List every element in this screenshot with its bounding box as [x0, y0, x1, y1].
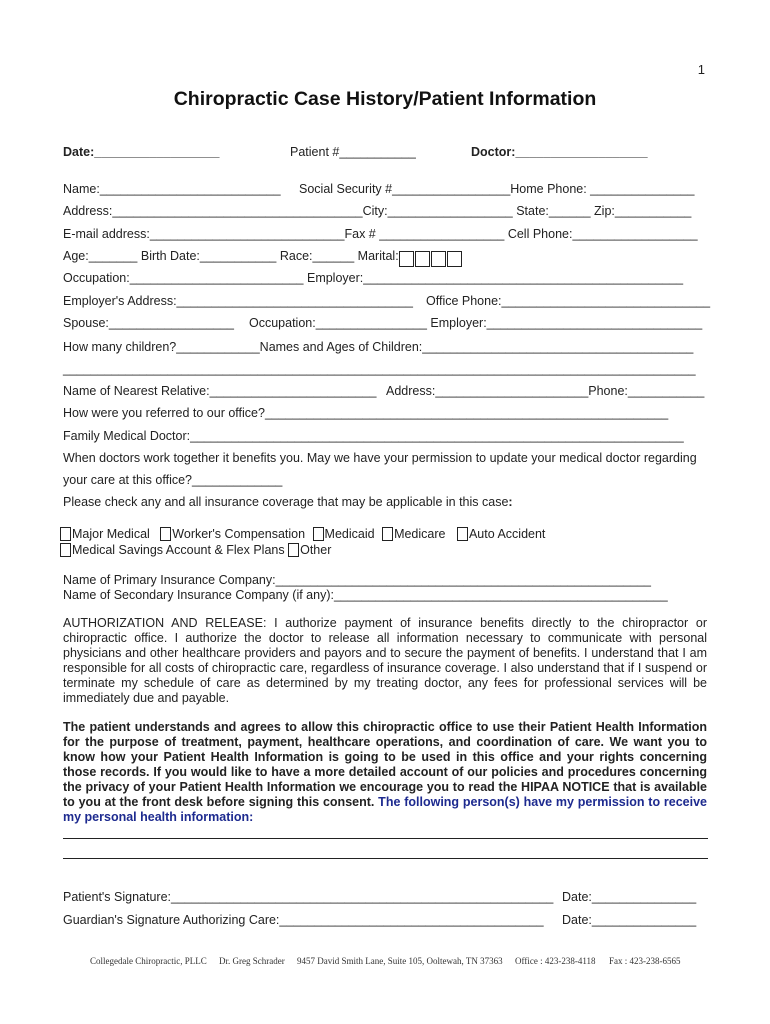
footer-office-phone: Office : 423-238-4118 — [515, 956, 596, 966]
name-field[interactable]: Name:__________________________ — [63, 182, 281, 196]
doctors-together-text: When doctors work together it benefits you. May we have your permission to update your medical doctor regarding — [63, 451, 697, 465]
insurance-option-major-medical[interactable] — [60, 527, 150, 541]
insurance-option-medical-savings[interactable] — [60, 543, 285, 557]
page-number: 1 — [697, 62, 705, 77]
footer-doctor-name: Dr. Greg Schrader — [219, 956, 285, 966]
marital-checkbox[interactable] — [415, 251, 430, 267]
option-label: Worker's Compensation — [172, 527, 306, 541]
checkbox[interactable] — [382, 527, 393, 541]
insurance-option-auto-accident[interactable] — [457, 527, 545, 541]
hipaa-consent-text: The patient understands and agrees to allow this chiropractic office to use their Patient Health Information for the purpose of treatment, payment, healthcare operations, and coordination of care. We want you to know how your Patient Health Information is going to be used in this office and your rights concerning those records. If you would like to have a more detailed account of our policies and procedures concerning the privacy of your Patient Health Information we encourage you to read the HIPAA NOTICE that is available to you at the front desk before signing this consent. — [63, 720, 707, 809]
doctor-field[interactable]: Doctor:___________________ — [471, 145, 648, 159]
option-label: Other — [300, 543, 332, 557]
footer-address: 9457 David Smith Lane, Suite 105, Ooltewah, TN 37363 — [297, 956, 503, 966]
insurance-option-other[interactable] — [288, 543, 331, 557]
insurance-prompt — [63, 495, 513, 509]
family-doctor-field[interactable]: Family Medical Doctor:_______________________________________________________________________ — [63, 429, 684, 443]
children-continuation-field[interactable]: ___________________________________________________________________________________________ — [63, 362, 696, 376]
insurance-option-medicaid[interactable] — [313, 527, 375, 541]
checkbox[interactable] — [160, 527, 171, 541]
office-phone-field[interactable]: Office Phone:______________________________ — [426, 294, 711, 308]
option-label: Medicare — [394, 527, 446, 541]
checkbox[interactable] — [60, 527, 71, 541]
checkbox[interactable] — [60, 543, 71, 557]
insurance-option-medicare[interactable] — [382, 527, 445, 541]
hipaa-consent-paragraph — [63, 720, 707, 825]
email-fax-cell-field[interactable]: E-mail address:____________________________Fax # __________________ Cell Phone:__________________ — [63, 227, 698, 241]
spouse-occupation-employer-field[interactable]: Occupation:________________ Employer:_______________________________ — [249, 316, 703, 330]
age-birthdate-race-field — [63, 249, 463, 267]
referral-field[interactable]: How were you referred to our office?__________________________________________________________ — [63, 406, 669, 420]
date-field[interactable]: Date:__________________ — [63, 145, 220, 159]
age-birthdate-race-label[interactable]: Age:_______ Birth Date:___________ Race:______ Marital: — [63, 249, 399, 263]
insurance-options-row-1 — [60, 527, 545, 541]
relative-address-phone-field[interactable]: Address:______________________Phone:___________ — [386, 384, 705, 398]
permission-line-2[interactable] — [63, 858, 708, 859]
patient-signature-date-field[interactable]: Date:_______________ — [562, 890, 697, 904]
marital-checkbox[interactable] — [431, 251, 446, 267]
insurance-prompt-colon: : — [508, 495, 513, 509]
option-label: Medicaid — [324, 527, 375, 541]
insurance-options-row-2 — [60, 543, 331, 557]
employer-address-field[interactable]: Employer's Address:__________________________________ — [63, 294, 413, 308]
footer-fax: Fax : 423-238-6565 — [609, 956, 681, 966]
insurance-prompt-text: Please check any and all insurance coverage that may be applicable in this case — [63, 495, 509, 509]
option-label: Medical Savings Account & Flex Plans — [72, 543, 285, 557]
occupation-employer-field[interactable]: Occupation:_________________________ Employer:______________________________________________ — [63, 271, 684, 285]
address-field[interactable]: Address:____________________________________City:__________________ State:______ Zip:___________ — [63, 204, 692, 218]
children-field[interactable]: How many children?____________Names and Ages of Children:_______________________________________ — [63, 340, 694, 354]
guardian-signature-field[interactable]: Guardian's Signature Authorizing Care:______________________________________ — [63, 913, 544, 927]
guardian-signature-date-field[interactable]: Date:_______________ — [562, 913, 697, 927]
permission-line-1[interactable] — [63, 838, 708, 839]
option-label: Auto Accident — [468, 527, 546, 541]
primary-insurance-field[interactable]: Name of Primary Insurance Company:______________________________________________________ — [63, 573, 651, 587]
patient-number-field[interactable]: Patient #___________ — [290, 145, 416, 159]
page-title: Chiropractic Case History/Patient Information — [173, 88, 597, 110]
patient-signature-field[interactable]: Patient's Signature:_______________________________________________________ — [63, 890, 554, 904]
nearest-relative-field[interactable]: Name of Nearest Relative:________________________ — [63, 384, 377, 398]
checkbox[interactable] — [288, 543, 299, 557]
authorization-release-text: AUTHORIZATION AND RELEASE: I authorize payment of insurance benefits directly to the chiropractor or chiropractic office. I authorize the doctor to release all information necessary to communicate with personal physicians and other healthcare providers and payors and to secure the payment of benefits. I understand that I am responsible for all costs of chiropractic care, regardless of insurance coverage. I also understand that if I suspend or terminate my schedule of care as determined by my treating doctor, any fees for professional services will be immediately due and payable. — [63, 616, 707, 705]
checkbox[interactable] — [457, 527, 468, 541]
secondary-insurance-field[interactable]: Name of Secondary Insurance Company (if any):________________________________________________ — [63, 588, 668, 602]
marital-checkbox[interactable] — [447, 251, 462, 267]
marital-checkbox[interactable] — [399, 251, 414, 267]
option-label: Major Medical — [72, 527, 150, 541]
checkbox[interactable] — [313, 527, 324, 541]
footer-practice-name: Collegedale Chiropractic, PLLC — [90, 956, 207, 966]
care-permission-field[interactable]: your care at this office?_____________ — [63, 473, 283, 487]
insurance-option-workers-comp[interactable] — [160, 527, 305, 541]
marital-checkboxes — [399, 251, 463, 267]
spouse-field[interactable]: Spouse:__________________ — [63, 316, 235, 330]
ssn-home-phone-field[interactable]: Social Security #_________________Home Phone: _______________ — [299, 182, 695, 196]
hipaa-permission-text: The following person(s) have my permission to receive my personal health information: — [63, 795, 707, 824]
